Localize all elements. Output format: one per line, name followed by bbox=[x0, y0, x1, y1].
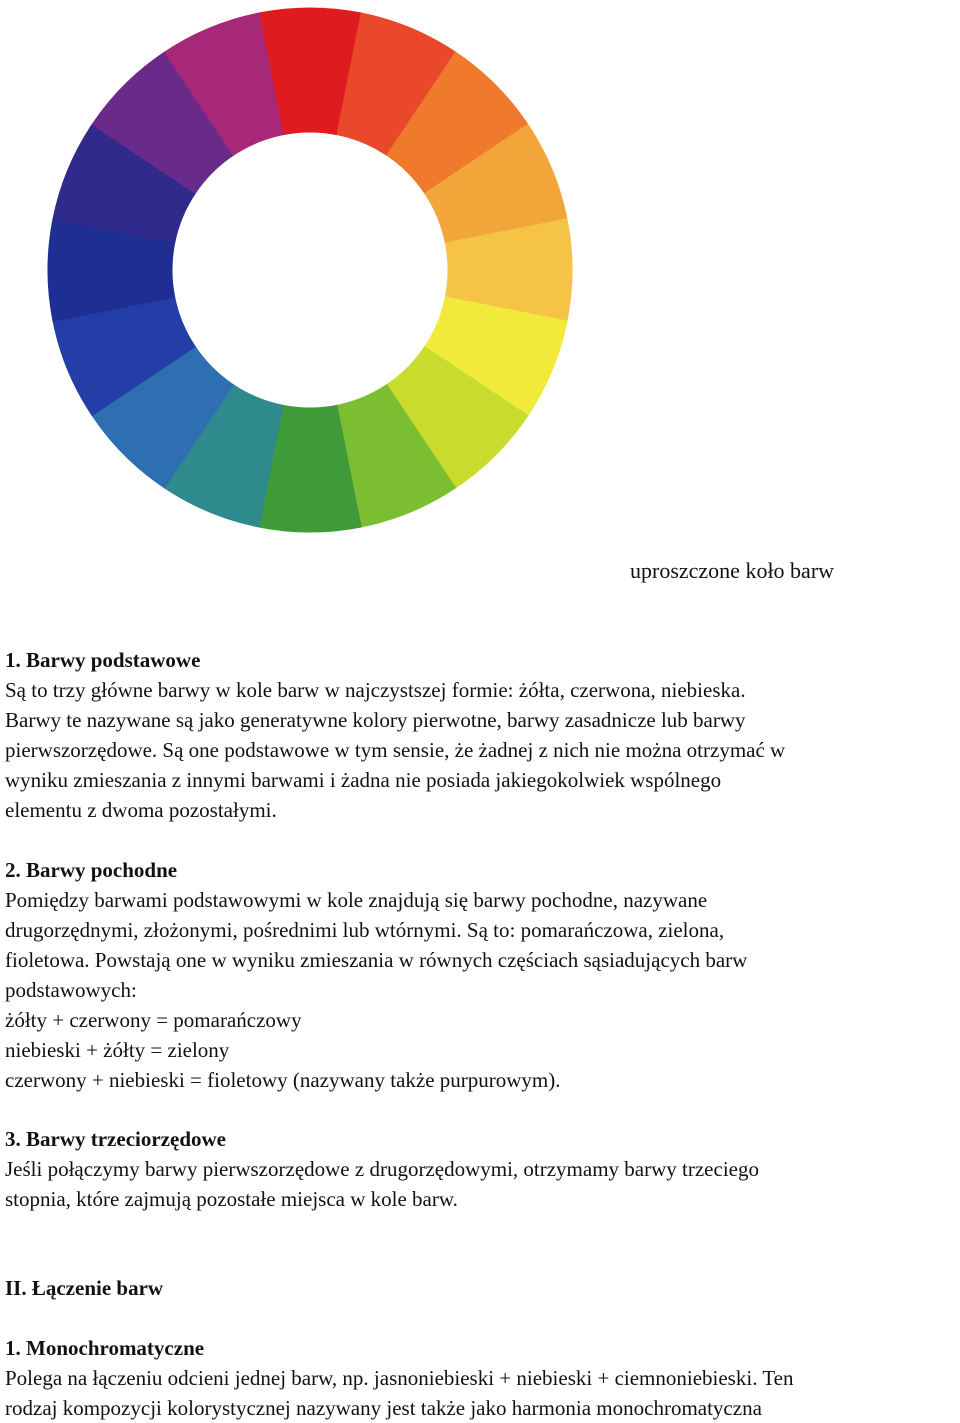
color-wheel-figure bbox=[25, 0, 595, 540]
section-title: 2. Barwy pochodne bbox=[5, 858, 178, 882]
paragraph-line: rodzaj kompozycji kolorystycznej nazywany jest także jako harmonia monochromatyczna bbox=[5, 1396, 762, 1420]
section-title: 1. Monochromatyczne bbox=[5, 1336, 205, 1360]
paragraph-line: Barwy te nazywane są jako generatywne kolory pierwotne, barwy zasadnicze lub barwy bbox=[5, 708, 746, 732]
paragraph-line: fioletowa. Powstają one w wyniku zmieszania w równych częściach sąsiadujących barw bbox=[5, 948, 748, 972]
paragraph-line: Polega na łączeniu odcieni jednej barw, np. jasnoniebieski + niebieski + ciemnoniebieski. Ten bbox=[5, 1366, 794, 1390]
section-tertiary-colors bbox=[5, 1124, 960, 1214]
paragraph-line: Są to trzy główne barwy w kole barw w najczystszej formie: żółta, czerwona, niebieska. bbox=[5, 678, 746, 702]
paragraph-line: pierwszorzędowe. Są one podstawowe w tym sensie, że żadnej z nich nie można otrzymać w bbox=[5, 738, 786, 762]
formula-line: niebieski + żółty = zielony bbox=[5, 1038, 230, 1062]
paragraph-line: podstawowych: bbox=[5, 978, 137, 1002]
paragraph-line: drugorzędnymi, złożonymi, pośrednimi lub wtórnymi. Są to: pomarańczowa, zielona, bbox=[5, 918, 725, 942]
section-title: 1. Barwy podstawowe bbox=[5, 648, 201, 672]
section-secondary-colors bbox=[5, 855, 960, 1095]
paragraph-line: stopnia, które zajmują pozostałe miejsca w kole barw. bbox=[5, 1187, 458, 1211]
section-title: 3. Barwy trzeciorzędowe bbox=[5, 1127, 226, 1151]
chapter-title: II. Łączenie barw bbox=[5, 1276, 164, 1300]
figure-caption: uproszczone koło barw bbox=[630, 558, 835, 583]
paragraph-line: elementu z dwoma pozostałymi. bbox=[5, 798, 277, 822]
section-monochromatic bbox=[5, 1333, 960, 1423]
chapter-color-combining bbox=[5, 1273, 960, 1303]
formula-line: czerwony + niebieski = fioletowy (nazywany także purpurowym). bbox=[5, 1068, 561, 1092]
paragraph-line: wyniku zmieszania z innymi barwami i żadna nie posiada jakiegokolwiek wspólnego bbox=[5, 768, 722, 792]
paragraph-line: Pomiędzy barwami podstawowymi w kole znajdują się barwy pochodne, nazywane bbox=[5, 888, 708, 912]
paragraph-line: Jeśli połączymy barwy pierwszorzędowe z drugorzędowymi, otrzymamy barwy trzeciego bbox=[5, 1157, 759, 1181]
formula-line: żółty + czerwony = pomarańczowy bbox=[5, 1008, 302, 1032]
section-primary-colors bbox=[5, 645, 960, 825]
